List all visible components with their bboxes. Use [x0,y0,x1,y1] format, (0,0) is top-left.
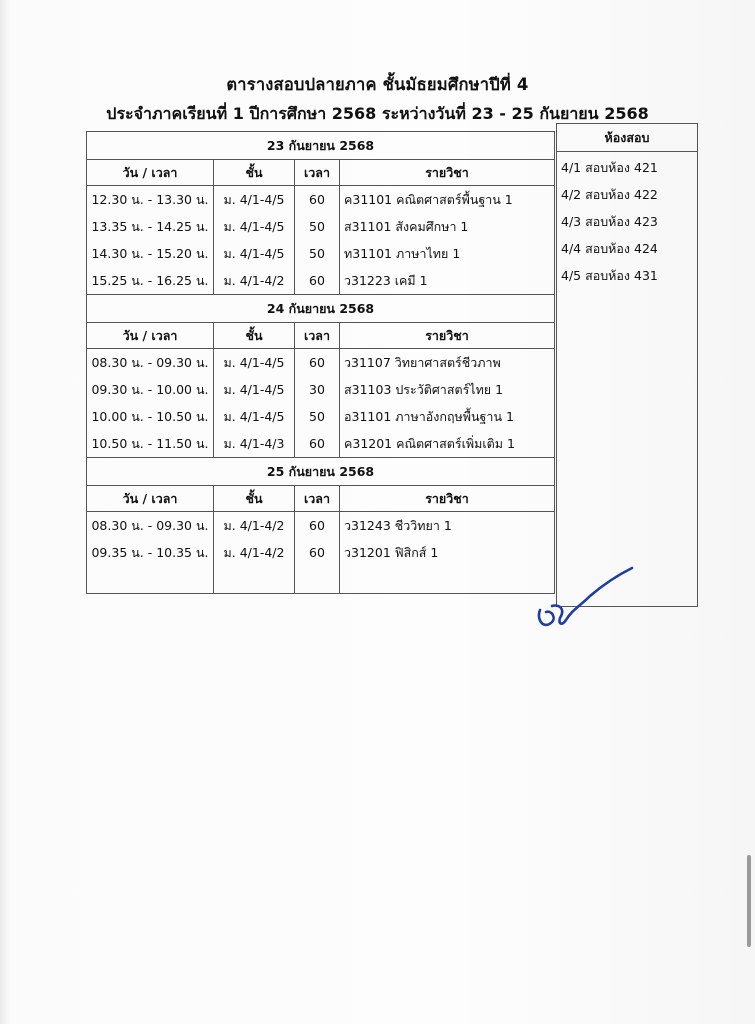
exam-class: ม. 4/1-4/3 [214,430,295,458]
exam-subject: ค31201 คณิตศาสตร์เพิ่มเติม 1 [340,430,555,458]
exam-time: 13.35 น. - 14.25 น. [87,213,214,240]
exam-class: ม. 4/1-4/5 [214,376,295,403]
table-row [87,186,555,214]
table-row [87,349,555,377]
table-row [87,240,555,267]
handwritten-signature [532,560,642,635]
col-header-time: วัน / เวลา [87,323,214,349]
exam-time: 15.25 น. - 16.25 น. [87,267,214,295]
exam-subject: ว31201 ฟิสิกส์ 1 [340,539,555,566]
exam-rooms-header: ห้องสอบ [557,124,697,152]
exam-class: ม. 4/1-4/5 [214,186,295,214]
room-item: 4/4 สอบห้อง 424 [561,241,658,256]
col-header-time: วัน / เวลา [87,486,214,512]
exam-time: 14.30 น. - 15.20 น. [87,240,214,267]
table-row [87,430,555,458]
exam-class: ม. 4/1-4/5 [214,349,295,377]
exam-subject: ส31103 ประวัติศาสตร์ไทย 1 [340,376,555,403]
exam-time: 10.00 น. - 10.50 น. [87,403,214,430]
room-item: 4/2 สอบห้อง 422 [561,187,658,202]
col-header-class: ชั้น [214,486,295,512]
column-header-row [87,486,555,512]
exam-duration: 60 [295,512,340,540]
table-row [87,403,555,430]
day-header-row [87,132,555,160]
exam-duration: 50 [295,403,340,430]
exam-duration: 30 [295,376,340,403]
col-header-duration: เวลา [295,160,340,186]
exam-subject: ส31101 สังคมศึกษา 1 [340,213,555,240]
exam-time: 12.30 น. - 13.30 น. [87,186,214,214]
exam-schedule-table [86,131,555,594]
exam-duration: 60 [295,349,340,377]
exam-rooms-panel [556,123,698,607]
page-subtitle: ประจำภาคเรียนที่ 1 ปีการศึกษา 2568 ระหว่างวันที่ 23 - 25 กันยายน 2568 [106,104,649,123]
exam-subject: ว31223 เคมี 1 [340,267,555,295]
col-header-duration: เวลา [295,323,340,349]
table-row [87,267,555,295]
exam-time: 10.50 น. - 11.50 น. [87,430,214,458]
exam-time: 09.35 น. - 10.35 น. [87,539,214,566]
col-header-time: วัน / เวลา [87,160,214,186]
blank-row [87,566,555,594]
exam-class: ม. 4/1-4/2 [214,539,295,566]
col-header-duration: เวลา [295,486,340,512]
col-header-subject: รายวิชา [340,323,555,349]
exam-subject: ค31101 คณิตศาสตร์พื้นฐาน 1 [340,186,555,214]
exam-subject: ว31107 วิทยาศาสตร์ชีวภาพ [340,349,555,377]
room-item: 4/1 สอบห้อง 421 [561,160,658,175]
room-item: 4/3 สอบห้อง 423 [561,214,658,229]
exam-duration: 60 [295,539,340,566]
exam-class: ม. 4/1-4/5 [214,240,295,267]
exam-class: ม. 4/1-4/5 [214,403,295,430]
exam-class: ม. 4/1-4/2 [214,267,295,295]
exam-date: 23 กันยายน 2568 [87,132,555,160]
exam-time: 08.30 น. - 09.30 น. [87,512,214,540]
column-header-row [87,323,555,349]
exam-time: 09.30 น. - 10.00 น. [87,376,214,403]
exam-duration: 50 [295,240,340,267]
col-header-subject: รายวิชา [340,160,555,186]
exam-duration: 60 [295,430,340,458]
exam-date: 24 กันยายน 2568 [87,295,555,323]
room-item: 4/5 สอบห้อง 431 [561,268,658,283]
scrollbar[interactable] [747,855,751,947]
exam-subject: อ31101 ภาษาอังกฤษพื้นฐาน 1 [340,403,555,430]
exam-class: ม. 4/1-4/2 [214,512,295,540]
table-row [87,213,555,240]
col-header-class: ชั้น [214,323,295,349]
exam-duration: 60 [295,267,340,295]
table-row [87,376,555,403]
exam-duration: 60 [295,186,340,214]
table-row [87,539,555,566]
table-row [87,512,555,540]
exam-duration: 50 [295,213,340,240]
page-title: ตารางสอบปลายภาค ชั้นมัธยมศึกษาปีที่ 4 [226,75,529,94]
exam-subject: ท31101 ภาษาไทย 1 [340,240,555,267]
column-header-row [87,160,555,186]
day-header-row [87,295,555,323]
day-header-row [87,458,555,486]
col-header-subject: รายวิชา [340,486,555,512]
exam-time: 08.30 น. - 09.30 น. [87,349,214,377]
exam-class: ม. 4/1-4/5 [214,213,295,240]
exam-subject: ว31243 ชีววิทยา 1 [340,512,555,540]
col-header-class: ชั้น [214,160,295,186]
exam-date: 25 กันยายน 2568 [87,458,555,486]
